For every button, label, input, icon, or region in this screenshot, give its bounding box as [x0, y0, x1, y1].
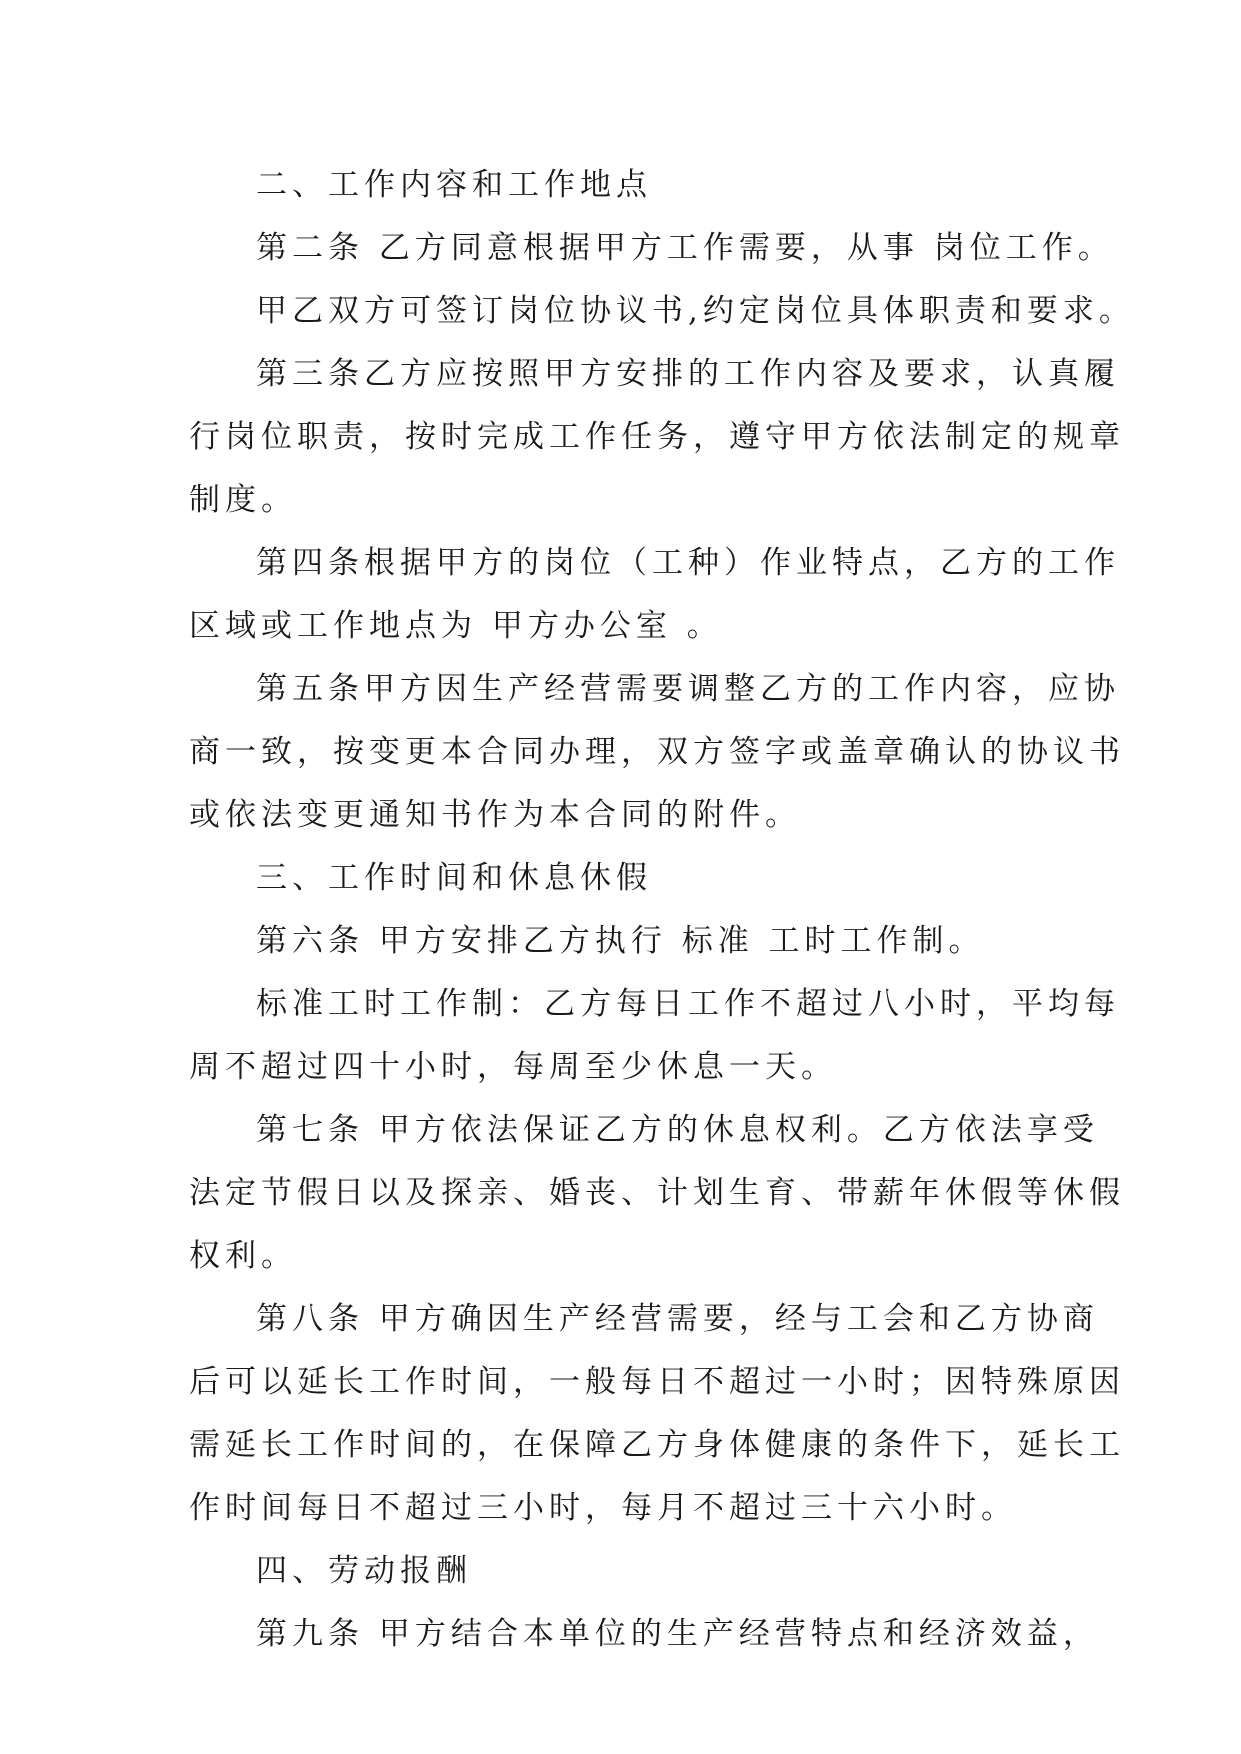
clause-8-line-4: 作时间每日不超过三小时，每月不超过三十六小时。: [189, 1490, 1017, 1526]
clause-6-line-3: 周不超过四十小时，每周至少休息一天。: [189, 1049, 837, 1085]
clause-3-line-3: 制度。: [189, 482, 297, 518]
section-heading-3: 三、工作时间和休息休假: [256, 860, 652, 896]
clause-8-line-2: 后可以延长工作时间，一般每日不超过一小时；因特殊原因: [189, 1364, 1125, 1400]
clause-5-line-1: 第五条甲方因生产经营需要调整乙方的工作内容，应协: [256, 671, 1120, 707]
clause-6-line-1: 第六条 甲方安排乙方执行 标准 工时工作制。: [256, 923, 985, 959]
clause-9-line-1: 第九条 甲方结合本单位的生产经营特点和经济效益，: [256, 1616, 1099, 1652]
clause-5-line-2: 商一致，按变更本合同办理，双方签字或盖章确认的协议书: [189, 734, 1125, 770]
clause-7-line-3: 权利。: [189, 1238, 297, 1274]
clause-5-line-3: 或依法变更通知书作为本合同的附件。: [189, 797, 801, 833]
clause-8-line-3: 需延长工作时间的，在保障乙方身体健康的条件下，延长工: [189, 1427, 1125, 1463]
clause-3-line-2: 行岗位职责，按时完成工作任务，遵守甲方依法制定的规章: [189, 419, 1125, 455]
clause-6-line-2: 标准工时工作制：乙方每日工作不超过八小时，平均每: [256, 986, 1120, 1022]
section-heading-4: 四、劳动报酬: [256, 1553, 472, 1589]
clause-2-line-1: 第二条 乙方同意根据甲方工作需要，从事 岗位工作。: [256, 230, 1114, 266]
clause-2-line-2: 甲乙双方可签订岗位协议书,约定岗位具体职责和要求。: [256, 293, 1135, 329]
clause-3-line-1: 第三条乙方应按照甲方安排的工作内容及要求，认真履: [256, 356, 1120, 392]
clause-4-line-1: 第四条根据甲方的岗位（工种）作业特点，乙方的工作: [256, 545, 1120, 581]
clause-7-line-2: 法定节假日以及探亲、婚丧、计划生育、带薪年休假等休假: [189, 1175, 1125, 1211]
clause-4-line-2: 区域或工作地点为 甲方办公室 。: [189, 608, 723, 644]
clause-8-line-1: 第八条 甲方确因生产经营需要，经与工会和乙方协商: [256, 1301, 1099, 1337]
section-heading-2: 二、工作内容和工作地点: [256, 167, 652, 203]
clause-7-line-1: 第七条 甲方依法保证乙方的休息权利。乙方依法享受: [256, 1112, 1099, 1148]
